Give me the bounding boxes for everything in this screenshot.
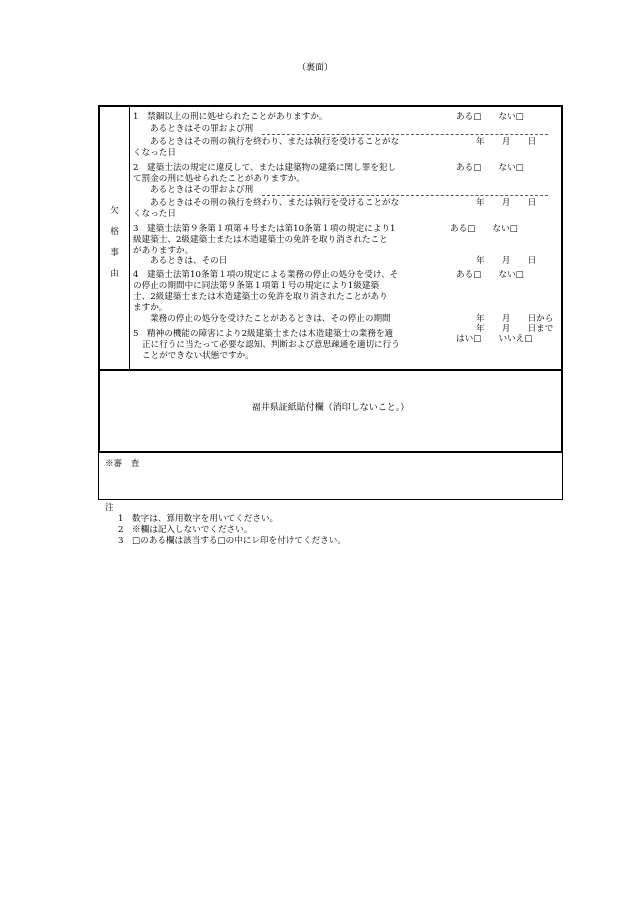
question-1-text: 1 禁錮以上の刑に処せられたことがありますか。: [133, 112, 328, 122]
question-3-date-label: あるときは、その日: [150, 256, 228, 266]
question-3-checkboxes[interactable]: ある□ ない□: [450, 224, 518, 234]
question-4-checkboxes[interactable]: ある□ ない□: [456, 270, 524, 280]
question-4-period-label: 業務の停止の処分を受けたことがあるときは、その停止の期間: [150, 314, 391, 324]
question-5-text-1: 5 精神の機能の障害により2級建築士または木造建築士の業務を適: [133, 329, 394, 339]
question-1-date-field[interactable]: 年 月 日: [476, 137, 537, 147]
question-5-text-2: 正に行うに当たって必要な認知、判断および意思疎通を適切に行う: [142, 340, 400, 350]
question-2-text-1: 2 建築士法の規定に違反して、または建築物の建築に関し罪を犯し: [133, 163, 397, 173]
note-3: 3 □のある欄は該当する□の中にレ印を付けてください。: [118, 536, 346, 546]
question-2-crime-field[interactable]: [262, 195, 548, 196]
side-column: [100, 107, 130, 369]
question-5-checkboxes[interactable]: はい□ いいえ□: [456, 334, 533, 344]
question-4-from-date[interactable]: 年 月 日から: [476, 314, 554, 324]
question-5-text-3: ことができない状態ですか。: [142, 351, 254, 361]
question-4-text-1: 4 建築士法第10条第１項の規定による業務の停止の処分を受け、そ: [133, 270, 399, 280]
question-2-checkboxes[interactable]: ある□ ない□: [456, 163, 524, 173]
question-2-date-text-1: あるときはその刑の執行を終わり、または執行を受けることがな: [150, 198, 400, 208]
question-1-checkboxes[interactable]: ある□ ない□: [456, 112, 524, 122]
question-4-text-3: 士、2級建築士または木造建築士の免許を取り消されたことがあり: [133, 292, 388, 302]
question-1-crime-field[interactable]: [262, 134, 548, 135]
note-2: 2 ※欄は記入しないでください。: [118, 525, 253, 535]
question-1-date-text-1: あるときはその刑の執行を終わり、または執行を受けることがな: [150, 137, 400, 147]
question-3-text-1: 3 建築士法第９条第１項第４号または第10条第１項の規定により1: [133, 224, 396, 234]
question-3-text-2: 級建築士、2級建築士または木造建築士の免許を取り消されたこと: [133, 235, 388, 245]
question-3-text-3: がありますか。: [133, 246, 194, 256]
question-3-date-field[interactable]: 年 月 日: [476, 256, 537, 266]
side-char: 格: [110, 227, 119, 237]
review-box: [98, 453, 563, 500]
page-title: （裏面）: [296, 63, 333, 73]
side-char: 由: [110, 269, 119, 279]
question-2-date-text-2: くなった日: [133, 209, 176, 219]
review-label: ※審 査: [105, 459, 140, 469]
side-char: 欠: [110, 206, 119, 216]
question-2-crime-label: あるときはその罪および刑: [150, 185, 254, 195]
question-2-date-field[interactable]: 年 月 日: [476, 198, 537, 208]
stamp-area-label: 福井県証紙貼付欄（消印しないこと。）: [251, 403, 410, 413]
stamp-divider: [100, 369, 561, 371]
question-4-text-4: ますか。: [133, 303, 168, 313]
side-char: 事: [110, 248, 119, 258]
question-4-text-2: の停止の期間中に同法第９条第１項第１号の規定により1級建築: [133, 281, 380, 291]
question-1-date-text-2: くなった日: [133, 148, 176, 158]
note-1: 1 数字は、算用数字を用いてください。: [118, 514, 279, 524]
question-4-to-date[interactable]: 年 月 日まで: [476, 324, 554, 334]
question-1-crime-label: あるときはその罪および刑: [150, 124, 254, 134]
notes-heading: 注: [105, 503, 114, 513]
question-2-text-2: て罰金の刑に処せられたことがありますか。: [133, 174, 305, 184]
side-label: [100, 201, 129, 285]
